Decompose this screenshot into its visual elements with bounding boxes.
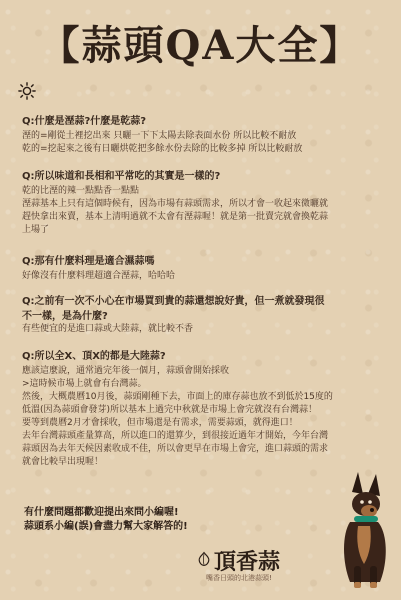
answer-line: 趕快拿出來賣，基本上清明過就不太會有溼蒜喔！就是第一批賣完就會換乾蒜	[22, 212, 329, 222]
answer-line: 有些便宜的是進口蒜或大陸蒜，就比較不香	[22, 324, 194, 334]
footer-line: 蒜頭系小編(誤)會盡力幫大家解答的!	[24, 521, 188, 532]
answer	[22, 365, 382, 469]
answer-line: 就會比較早出現喔！	[22, 457, 104, 467]
question: Q:什麼是溼蒜?什麼是乾蒜?	[22, 116, 147, 127]
answer-line: 低溫(因為蒜頭會發芽)所以基本上過完中秋就是市場上會完就沒有台灣蒜！	[22, 405, 318, 415]
answer-line: 要等到農曆2月才會採收，但市場還是有需求，需要蒜頭，就得進口！	[22, 418, 298, 428]
answer-line: 不一樣，是為什麼?	[22, 311, 108, 322]
question: Q:所以全X、頂X的都是大陸蒜?	[22, 351, 166, 362]
footer-message	[24, 506, 284, 534]
answer	[22, 185, 382, 237]
answer-line: 上場了	[22, 225, 50, 235]
answer-line: 溼的=剛從土裡挖出來 只曬一下下太陽去除表面水份 所以比較不耐放	[22, 131, 297, 141]
brand-tagline: 嘴香日頭的北港蒜頭!	[206, 574, 272, 582]
question: Q:之前有一次不小心在市場買到貴的蒜還想說好貴，但一煮就發現很	[22, 296, 325, 307]
qa-section	[22, 115, 382, 156]
answer	[22, 130, 382, 156]
garlic-icon	[196, 551, 212, 567]
answer	[22, 270, 382, 283]
qa-section	[22, 295, 382, 336]
brand-name: 頂香蒜	[214, 549, 281, 575]
dog-illustration	[332, 470, 396, 590]
answer-line: 乾的=挖起來之後有日曬烘乾把多餘水份去除的比較多掉 所以比較耐放	[22, 144, 303, 154]
footer-line: 有什麼問題都歡迎提出來問小編喔!	[24, 507, 179, 518]
answer-line: 乾的比溼的辣一點點香一點點	[22, 186, 140, 196]
qa-section	[22, 350, 382, 469]
answer-line: 然後，大概農曆10月後，蒜頭剛種下去，市面上的庫存蒜也放不到低於15度的	[22, 392, 333, 402]
sun-icon	[18, 82, 36, 100]
answer-line: 應該這麼說，通常過完年後一個月，蒜頭會開始採收	[22, 366, 230, 376]
qa-section	[22, 170, 382, 237]
answer-line: >這時候市場上就會有台灣蒜。	[22, 379, 147, 389]
question: Q:那有什麼料理是適合濕蒜嗎	[22, 256, 155, 267]
question: Q:所以味道和長相和平常吃的其實是一樣的?	[22, 171, 221, 182]
answer-line: 去年台灣蒜頭產量算高，所以進口的還算少，到很接近過年才開始，今年台灣	[22, 431, 329, 441]
page-title: 【蒜頭QA大全】	[39, 22, 362, 69]
brand-logo	[196, 545, 306, 585]
answer-line: 好像沒有什麼料理超適合溼蒜，哈哈哈	[22, 271, 176, 281]
answer-line: 溼蒜基本上只有這個時候有，因為市場有蒜頭需求，所以才會一收起來微曬就	[22, 199, 329, 209]
answer	[22, 310, 382, 336]
qa-section	[22, 255, 382, 283]
answer-line: 蒜頭因為去年天候因素收成不佳，所以會更早在市場上會完，進口蒜頭的需求	[22, 444, 329, 454]
